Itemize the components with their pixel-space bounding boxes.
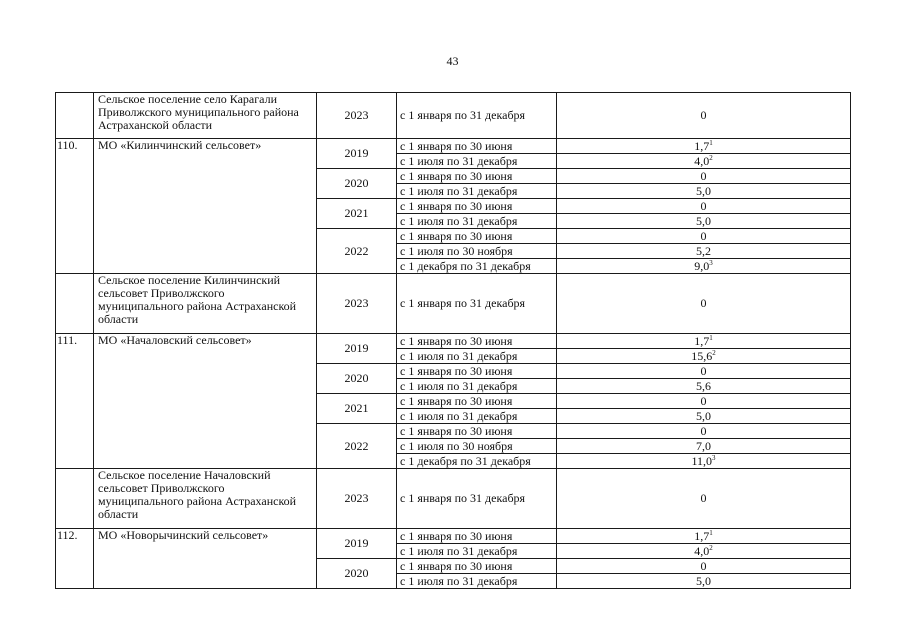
row-number: 110. <box>56 139 94 274</box>
period-cell: с 1 января по 31 декабря <box>397 274 557 334</box>
municipality-name: Сельское поселение Килинчинский сельсовет Приволжского муниципального района Астраханской области <box>94 274 317 334</box>
period-cell: с 1 декабря по 31 декабря <box>397 259 557 274</box>
value-cell <box>557 454 851 469</box>
period-cell: с 1 января по 30 июня <box>397 559 557 574</box>
value-cell <box>557 424 851 439</box>
period-cell: с 1 июля по 31 декабря <box>397 349 557 364</box>
footnote-marker: 2 <box>712 348 716 357</box>
value-text: 0 <box>700 423 707 438</box>
period-cell: с 1 января по 30 июня <box>397 334 557 349</box>
value-text: 4,0 <box>694 153 710 168</box>
municipality-name: МО «Началовский сельсовет» <box>94 334 317 469</box>
table-row <box>56 93 851 139</box>
row-number: 112. <box>56 529 94 589</box>
value-cell <box>557 244 851 259</box>
year-cell: 2019 <box>317 529 397 559</box>
table-row <box>56 334 851 349</box>
period-cell: с 1 января по 30 июня <box>397 229 557 244</box>
value-cell <box>557 334 851 349</box>
year-cell: 2023 <box>317 469 397 529</box>
table-row <box>56 529 851 544</box>
footnote-marker: 3 <box>712 453 716 462</box>
value-cell <box>557 139 851 154</box>
table-row <box>56 139 851 154</box>
year-cell: 2021 <box>317 394 397 424</box>
year-cell: 2022 <box>317 229 397 274</box>
value-cell <box>557 184 851 199</box>
tariff-table <box>55 92 851 589</box>
value-text: 0 <box>700 393 707 408</box>
value-text: 11,0 <box>691 453 713 468</box>
value-text: 4,0 <box>694 543 710 558</box>
year-cell: 2023 <box>317 274 397 334</box>
value-text: 0 <box>700 491 707 505</box>
value-text: 1,7 <box>694 528 710 543</box>
value-cell <box>557 379 851 394</box>
year-cell: 2020 <box>317 169 397 199</box>
period-cell: с 1 июля по 30 ноября <box>397 439 557 454</box>
value-text: 0 <box>700 363 707 378</box>
value-cell <box>557 259 851 274</box>
year-cell: 2022 <box>317 424 397 469</box>
value-text: 5,2 <box>696 243 711 258</box>
period-cell: с 1 января по 30 июня <box>397 394 557 409</box>
year-cell: 2020 <box>317 364 397 394</box>
value-cell <box>557 529 851 544</box>
value-cell <box>557 154 851 169</box>
value-text: 1,7 <box>694 333 710 348</box>
value-text: 0 <box>700 296 707 310</box>
value-cell <box>557 364 851 379</box>
value-text: 9,0 <box>694 258 710 273</box>
value-cell <box>557 199 851 214</box>
value-cell <box>557 169 851 184</box>
value-cell <box>557 574 851 589</box>
period-cell: с 1 июля по 31 декабря <box>397 184 557 199</box>
footnote-marker: 1 <box>709 333 713 342</box>
year-cell: 2019 <box>317 139 397 169</box>
value-text: 0 <box>700 198 707 213</box>
footnote-marker: 3 <box>709 258 713 267</box>
value-cell <box>557 439 851 454</box>
row-number <box>56 274 94 334</box>
period-cell: с 1 января по 30 июня <box>397 424 557 439</box>
value-text: 0 <box>700 558 707 573</box>
period-cell: с 1 января по 31 декабря <box>397 469 557 529</box>
row-number <box>56 469 94 529</box>
period-cell: с 1 января по 30 июня <box>397 529 557 544</box>
value-text: 0 <box>700 108 707 122</box>
value-text: 1,7 <box>694 138 710 153</box>
period-cell: с 1 января по 30 июня <box>397 199 557 214</box>
year-cell: 2021 <box>317 199 397 229</box>
value-text: 0 <box>700 228 707 243</box>
value-text: 5,0 <box>696 573 711 588</box>
period-cell: с 1 января по 30 июня <box>397 139 557 154</box>
footnote-marker: 1 <box>709 138 713 147</box>
footnote-marker: 1 <box>709 528 713 537</box>
year-cell: 2023 <box>317 93 397 139</box>
value-cell <box>557 559 851 574</box>
table-row <box>56 274 851 334</box>
value-cell <box>557 394 851 409</box>
value-cell <box>557 409 851 424</box>
page-number: 43 <box>446 54 459 68</box>
tariff-table-body <box>56 93 851 589</box>
value-text: 0 <box>700 168 707 183</box>
value-text: 15,6 <box>691 348 713 363</box>
value-cell <box>557 544 851 559</box>
table-row <box>56 469 851 529</box>
municipality-name: Сельское поселение Началовский сельсовет Приволжского муниципального района Астраханской области <box>94 469 317 529</box>
row-number <box>56 93 94 139</box>
value-text: 7,0 <box>696 438 711 453</box>
period-cell: с 1 января по 30 июня <box>397 169 557 184</box>
value-cell <box>557 93 851 139</box>
period-cell: с 1 июля по 30 ноября <box>397 244 557 259</box>
value-cell <box>557 229 851 244</box>
period-cell: с 1 июля по 31 декабря <box>397 574 557 589</box>
period-cell: с 1 января по 30 июня <box>397 364 557 379</box>
period-cell: с 1 июля по 31 декабря <box>397 409 557 424</box>
value-text: 5,6 <box>696 378 711 393</box>
period-cell: с 1 декабря по 31 декабря <box>397 454 557 469</box>
period-cell: с 1 января по 31 декабря <box>397 93 557 139</box>
year-cell: 2020 <box>317 559 397 589</box>
period-cell: с 1 июля по 31 декабря <box>397 214 557 229</box>
value-cell <box>557 214 851 229</box>
value-cell <box>557 274 851 334</box>
municipality-name: МО «Новорычинский сельсовет» <box>94 529 317 589</box>
municipality-name: Сельское поселение село Карагали Приволжского муниципального района Астраханской области <box>94 93 317 139</box>
period-cell: с 1 июля по 31 декабря <box>397 544 557 559</box>
footnote-marker: 2 <box>709 153 713 162</box>
row-number: 111. <box>56 334 94 469</box>
footnote-marker: 2 <box>709 543 713 552</box>
municipality-name: МО «Килинчинский сельсовет» <box>94 139 317 274</box>
value-text: 5,0 <box>696 408 711 423</box>
period-cell: с 1 июля по 31 декабря <box>397 154 557 169</box>
value-cell <box>557 469 851 529</box>
value-text: 5,0 <box>696 183 711 198</box>
value-cell <box>557 349 851 364</box>
value-text: 5,0 <box>696 213 711 228</box>
period-cell: с 1 июля по 31 декабря <box>397 379 557 394</box>
year-cell: 2019 <box>317 334 397 364</box>
